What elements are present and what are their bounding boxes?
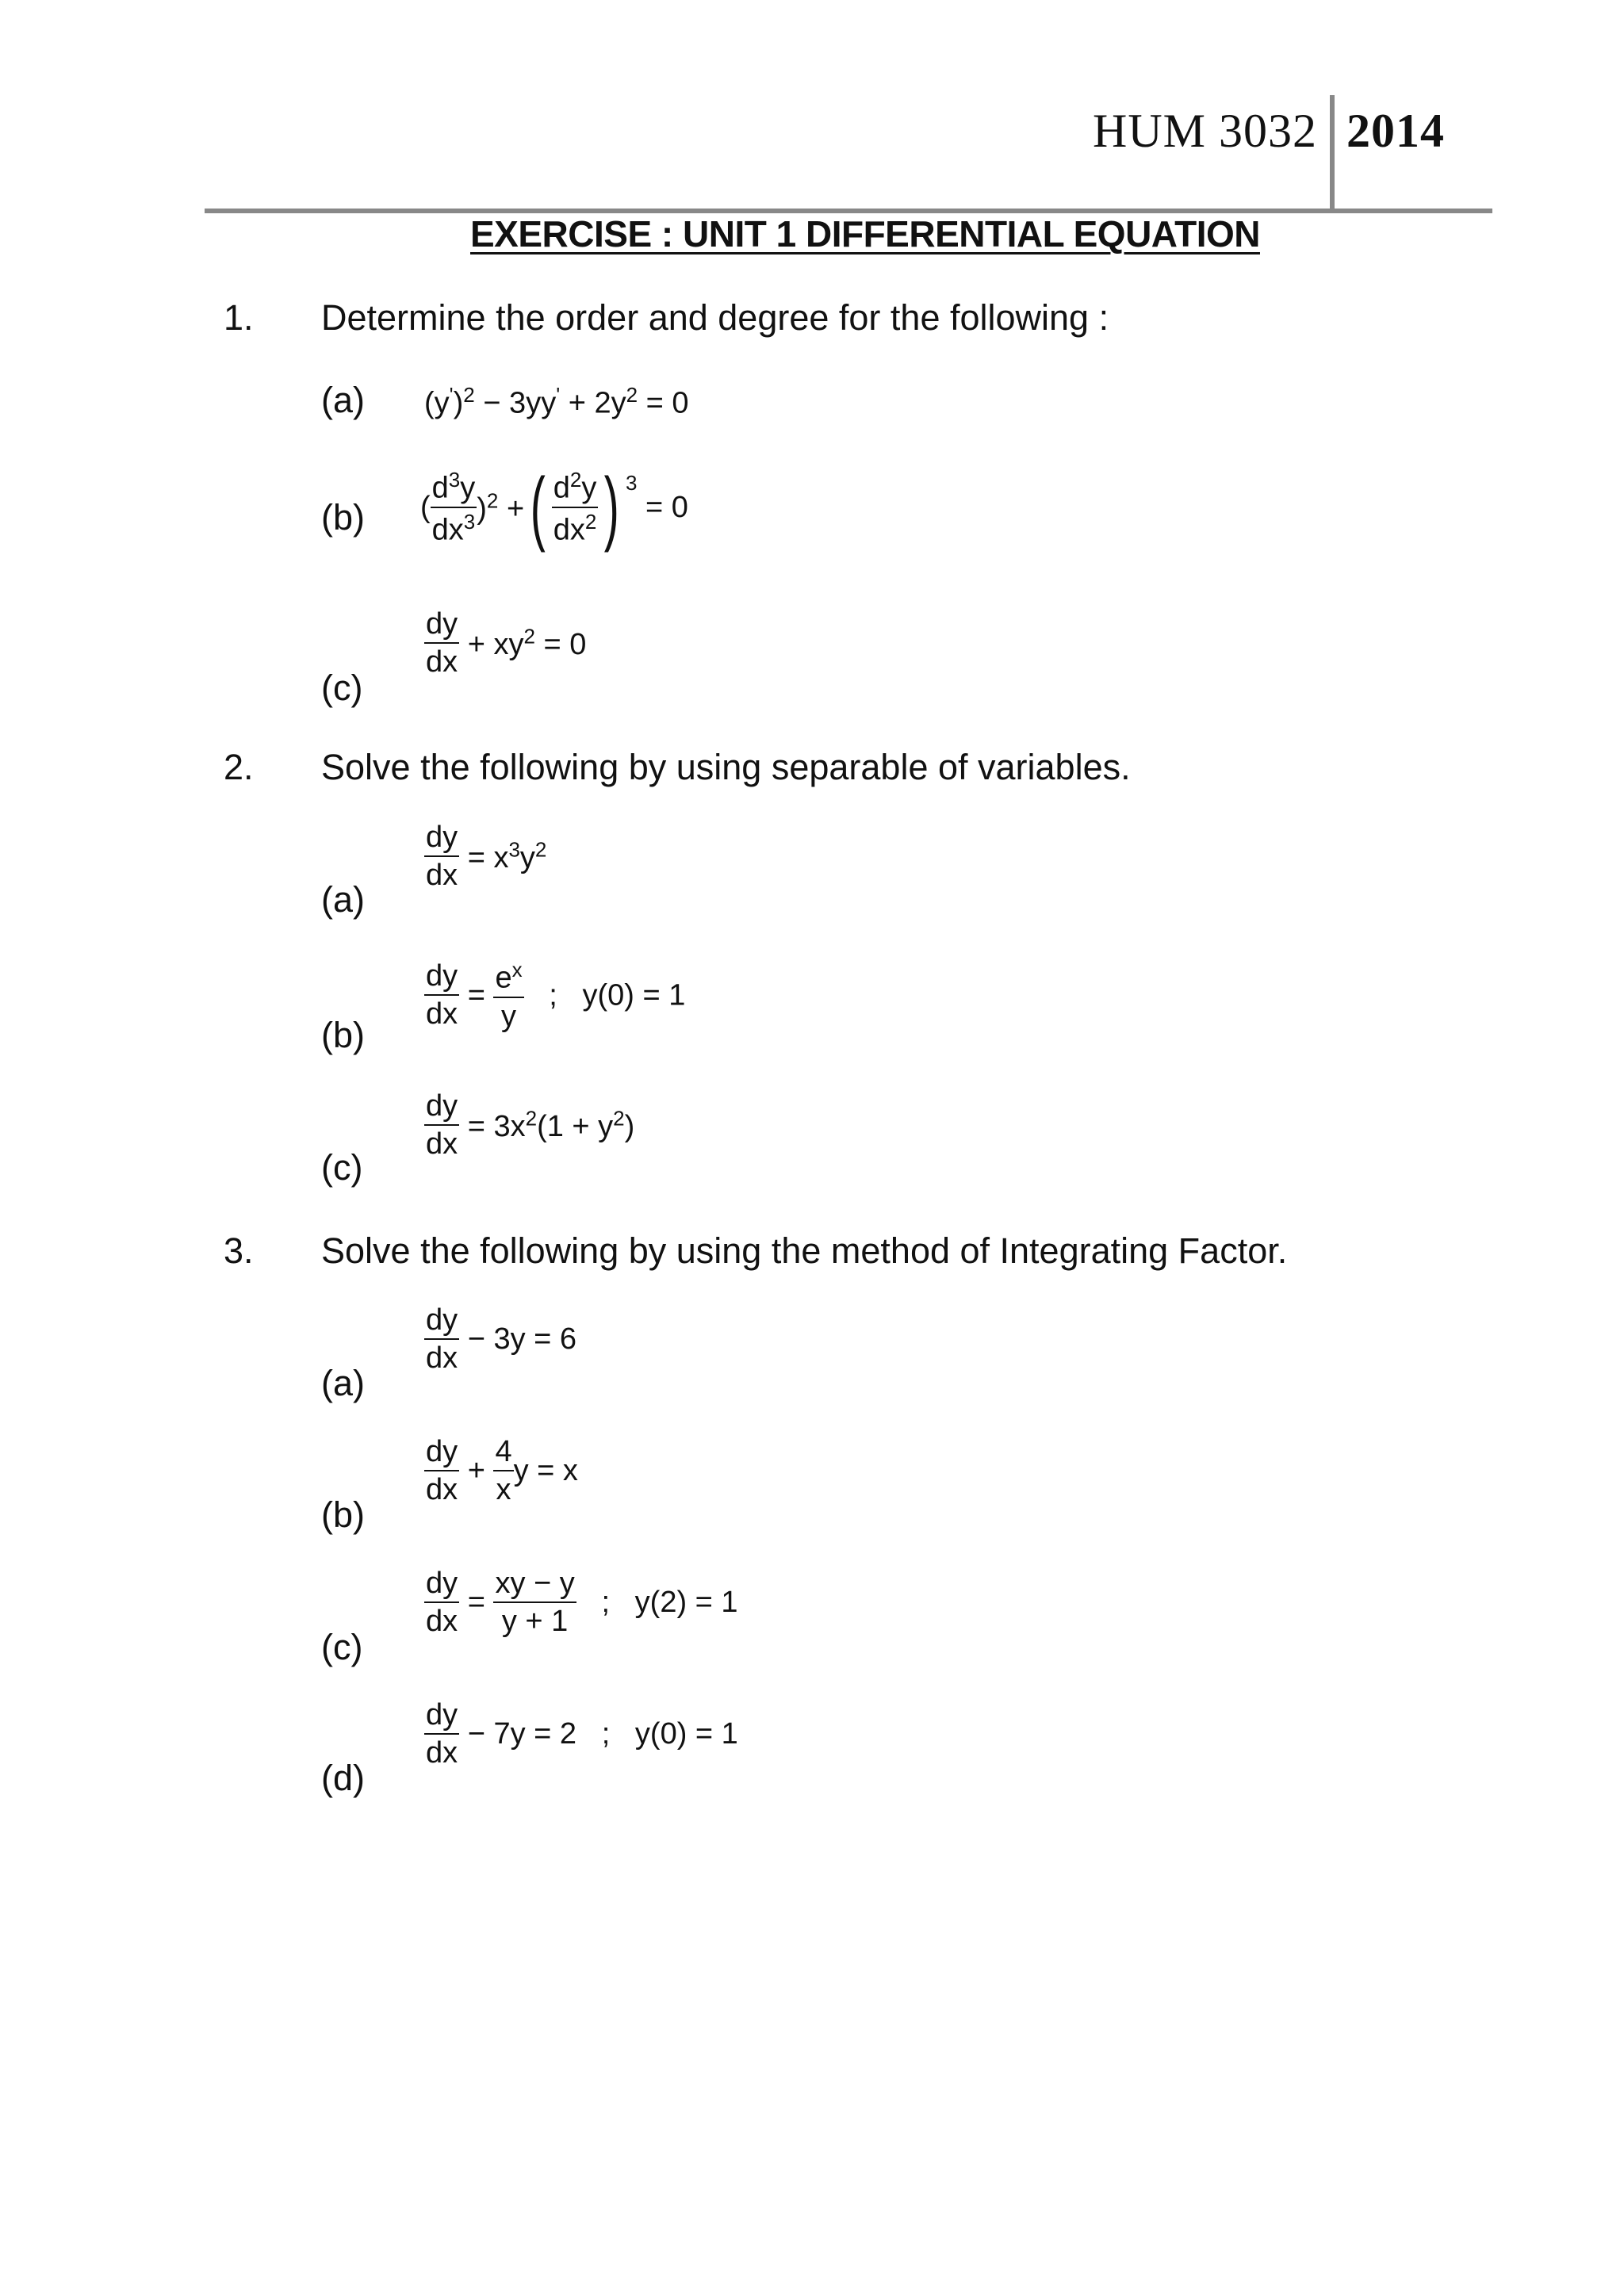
question-3-text: Solve the following by using the method of Integrating Factor. [321,1230,1288,1271]
q2-part-a-equation: $\frac{dy}{dx}$ = $x^3y^2$ [426,821,547,892]
q2-part-b-equation: $\frac{dy}{dx}$ = $\frac{e^x}{y}$ ; y(0) = 1 [426,958,686,1033]
course-code: HUM 3032 [1093,105,1318,157]
q1-part-b-label: (b) [321,497,365,538]
q3-part-b-equation: $\frac{dy}{dx}$ + $\frac{4}{x}$ y = x [426,1435,578,1506]
q2-part-b-label: (b) [321,1015,365,1055]
q3-part-d-equation: $\frac{dy}{dx}$ − 7y = 2 ; y(0) = 1 [426,1698,738,1770]
q3-part-c-equation: $\frac{dy}{dx}$ = $\frac{xy - y}{y + 1}$ ; y(2) = 1 [426,1567,738,1638]
q2-part-c-label: (c) [321,1147,363,1188]
q1-part-a-equation: $(y')^2 - 3yy' + 2y^2 = 0$ [424,383,689,420]
question-1-text: Determine the order and degree for the following : [321,297,1109,338]
year-label: 2014 [1346,105,1445,157]
question-2-number: 2. [224,747,254,787]
q3-part-a-label: (a) [321,1363,365,1403]
q3-part-a-equation: $\frac{dy}{dx}$ − 3y = 6 [426,1303,577,1375]
header-divider [1330,95,1335,211]
q3-part-b-label: (b) [321,1494,365,1535]
q3-part-d-label: (d) [321,1758,365,1798]
q1-part-b-equation: ( $\frac{d^3y}{dx^3}$ )$^2$ +( $\frac{d^2y}{dx^2}$ ) $^3$ = 0 [420,461,688,553]
q2-part-a-label: (a) [321,879,365,920]
question-3-number: 3. [224,1230,254,1271]
q2-part-c-equation: $\frac{dy}{dx}$ = $3x^2(1 + y^2)$ [426,1089,635,1161]
q1-part-c-label: (c) [321,668,363,708]
question-1-number: 1. [224,297,254,338]
q1-part-c-equation: $\frac{dy}{dx}$ + $xy^2 = 0$ [426,607,587,679]
q3-part-c-label: (c) [321,1627,363,1667]
q1-part-a-label: (a) [321,380,365,420]
question-2-text: Solve the following by using separable of variables. [321,747,1131,787]
page-title: EXERCISE : UNIT 1 DIFFERENTIAL EQUATION [470,213,1260,254]
